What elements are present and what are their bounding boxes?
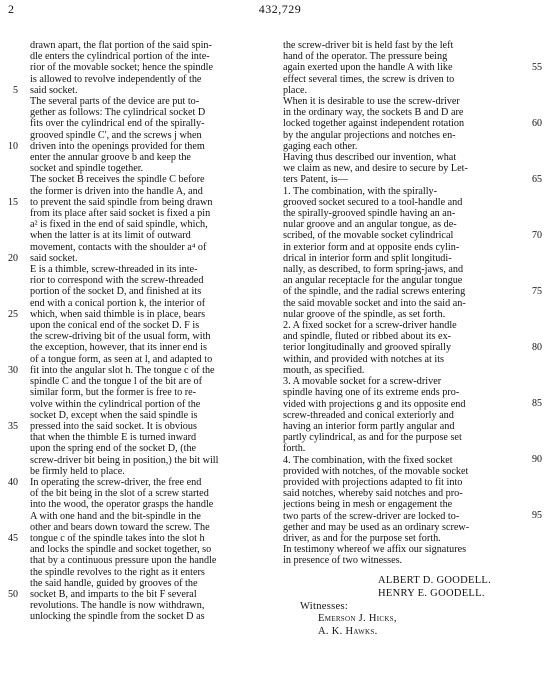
text-line: screw-driver bit being in position,) the bit will	[30, 454, 219, 466]
text-line: we claim as new, and desire to secure by Let-	[283, 163, 468, 175]
text-line: driver, as and for the purpose set forth.	[283, 532, 441, 544]
text-line: locked together against independent rotation	[283, 118, 465, 130]
text-line: pressed into the said socket. It is obvious	[30, 420, 197, 432]
text-line: upon the conical end of the socket D. F is	[30, 320, 200, 332]
text-line: in the ordinary way, the sockets B and D are	[283, 107, 464, 119]
text-line: dle enters the cylindrical portion of the inte-	[30, 51, 210, 63]
text-line: the spirally-grooved spindle having an an-	[283, 208, 456, 220]
text-line: the said movable socket and into the said an-	[283, 297, 466, 309]
text-line: socket and spindle together.	[30, 163, 144, 175]
line-number: 95	[532, 510, 542, 522]
text-line: again exerted upon the handle A with like	[283, 62, 453, 74]
text-line: drical in interior form and split longitudi-	[283, 252, 452, 264]
text-line: that when the thimble E is turned inward	[30, 432, 197, 444]
text-line: effect several times, the screw is driven to	[283, 73, 455, 85]
text-line: having an interior form partly angular and	[283, 420, 455, 432]
line-number: 35	[8, 420, 18, 432]
line-number: 90	[532, 454, 542, 466]
text-line: the screw-driver bit is held fast by the left	[283, 40, 454, 51]
text-line: rior to correspond with the screw-threaded	[30, 275, 204, 287]
text-line: In operating the screw-driver, the free end	[30, 476, 202, 488]
text-line: The socket B receives the spindle C before	[30, 174, 205, 186]
text-line: 4. The combination, with the fixed socket	[283, 454, 453, 466]
line-number: 80	[532, 342, 542, 354]
line-number: 20	[8, 252, 18, 264]
witnesses-label: Witnesses:	[300, 601, 349, 612]
line-number: 70	[532, 230, 542, 242]
text-line: tongue c of the spindle takes into the slot h	[30, 532, 205, 544]
text-line: of a tongue form, as seen at l, and adapted to	[30, 353, 213, 365]
text-line: terior longitudinally and grooved spirally	[283, 342, 452, 354]
text-line: similar form, but the former is free to re-	[30, 387, 197, 399]
text-line: nular groove and an angular tongue, as de-	[283, 219, 457, 231]
text-line: In testimony whereof we affix our signatures	[283, 544, 467, 556]
text-line: two parts of the screw-driver are locked to-	[283, 510, 460, 522]
text-line: enter the annular groove b and keep the	[30, 152, 191, 164]
text-line: the screw-driving bit of the usual form, with	[30, 331, 211, 343]
text-line: unlocking the spindle from the socket D as	[30, 611, 205, 623]
text-line: end with a conical portion k, the interior of	[30, 297, 206, 309]
text-line: scribed, of the movable socket cylindrical	[283, 230, 454, 242]
text-line: place.	[283, 84, 308, 96]
text-line: socket D, except when the said spindle is	[30, 409, 198, 421]
text-line: a² is fixed in the end of said spindle, which,	[30, 219, 208, 231]
text-line: nular groove of the spindle, as set forth.	[283, 308, 446, 320]
text-line: the said handle, guided by grooves of the	[30, 577, 198, 589]
text-line: that by a continuous pressure upon the handle	[30, 555, 217, 567]
text-line: be firmly held to place.	[30, 465, 125, 477]
text-line: screw-threaded and conical exteriorly and	[283, 409, 454, 421]
text-line: grooved socket secured to a tool-handle and	[283, 196, 463, 208]
line-number: 10	[8, 140, 18, 152]
text-line: the exception, however, that its inner end is	[30, 342, 207, 354]
text-line: movement, contacts with the shoulder a⁴ of	[30, 241, 207, 253]
page-number: 2	[8, 2, 14, 16]
text-line: said socket.	[30, 84, 78, 96]
text-line: provided with projections adapted to fit into	[283, 476, 463, 488]
text-line: fits over the cylindrical end of the spirally-	[30, 118, 205, 130]
text-line: from its place after said socket is fixed a pin	[30, 208, 211, 220]
text-line: vided with projections g and its opposite end	[283, 398, 466, 410]
text-line: 3. A movable socket for a screw-driver	[283, 376, 442, 388]
text-line: The several parts of the device are put to-	[30, 96, 200, 108]
text-line: to prevent the said spindle from being drawn	[30, 196, 213, 208]
line-number: 5	[13, 84, 18, 96]
text-line: said socket.	[30, 252, 78, 264]
text-line: of the bit being in the slot of a screw started	[30, 488, 209, 500]
text-line: the spindle revolves to the right as it enters	[30, 566, 205, 578]
witness-signature-2: A. K. Hawks.	[318, 626, 378, 637]
left-text-column	[30, 40, 268, 623]
line-number: 85	[532, 398, 542, 410]
text-line: ters Patent, is—	[283, 174, 348, 186]
inventor-signature-1: ALBERT D. GOODELL.	[378, 575, 492, 586]
witness-signature-1: Emerson J. Hicks,	[318, 613, 397, 624]
text-line: within, and provided with notches at its	[283, 353, 444, 365]
text-line: an angular receptacle for the angular tongue	[283, 275, 463, 287]
line-number: 40	[8, 476, 18, 488]
text-line: volve within the cylindrical portion of the	[30, 398, 201, 410]
inventor-signature-2: HENRY E. GOODELL.	[378, 588, 485, 599]
patent-number: 432,729	[258, 2, 302, 16]
text-line: jections being in mesh or engagement the	[283, 499, 453, 511]
text-line: of the spindle, and the radial screws entering	[283, 286, 466, 298]
text-line: portion of the socket D, and finished at its	[30, 286, 202, 298]
text-line: forth.	[283, 443, 306, 455]
right-text-column	[283, 40, 521, 567]
text-line: gether and may be used as an ordinary screw-	[283, 521, 470, 533]
text-line: Having thus described our invention, what	[283, 152, 457, 164]
text-line: fit into the angular slot h. The tongue c of the	[30, 364, 215, 376]
text-line: in exterior form and at opposite ends cylin-	[283, 241, 460, 253]
line-number: 60	[532, 118, 542, 130]
text-line: partly cylindrical, as and for the purpose set	[283, 432, 462, 444]
text-line: other and bears down toward the screw. The	[30, 521, 210, 533]
text-line: E is a thimble, screw-threaded in its inte-	[30, 264, 198, 276]
line-number: 50	[8, 588, 18, 600]
text-line: upon the spring end of the socket D, (the	[30, 443, 197, 455]
text-line: 1. The combination, with the spirally-	[283, 185, 438, 197]
text-line: When it is desirable to use the screw-driver	[283, 96, 460, 108]
text-line: rior of the movable socket; hence the spindle	[30, 62, 214, 74]
line-number: 65	[532, 174, 542, 186]
line-number: 55	[532, 62, 542, 74]
text-line: 2. A fixed socket for a screw-driver handle	[283, 320, 457, 332]
text-line: grooved spindle C', and the screws j when	[30, 129, 202, 141]
line-number: 15	[8, 196, 18, 208]
line-number: 45	[8, 532, 18, 544]
text-line: mouth, as specified.	[283, 364, 365, 376]
text-line: nally, as described, to form spring-jaws, and	[283, 264, 464, 276]
text-line: in presence of two witnesses.	[283, 555, 403, 567]
text-line: and spindle, fluted or ribbed about its ex-	[283, 331, 452, 343]
text-line: spindle C and the tongue l of the bit are of	[30, 376, 203, 388]
text-line: when the latter is at its limit of outward	[30, 230, 191, 242]
line-number: 30	[8, 364, 18, 376]
text-line: by the angular projections and notches en-	[283, 129, 456, 141]
text-line: which, when said thimble is in place, bears	[30, 308, 206, 320]
text-line: said notches, whereby said notches and pro-	[283, 488, 463, 500]
line-number: 75	[532, 286, 542, 298]
text-line: into the wood, the operator grasps the handle	[30, 499, 214, 511]
text-line: spindle having one of its extreme ends pro-	[283, 387, 460, 399]
text-line: gaging each other.	[283, 140, 358, 152]
text-line: drawn apart, the flat portion of the said spin-	[30, 40, 212, 51]
text-line: driven into the openings provided for them	[30, 140, 205, 152]
text-line: gether as follows: The cylindrical socket D	[30, 107, 206, 119]
text-line: hand of the operator. The pressure being	[283, 51, 448, 63]
text-line: is allowed to revolve independently of the	[30, 73, 202, 85]
text-line: A with one hand and the bit-spindle in the	[30, 510, 201, 522]
text-line: socket B, and imparts to the bit F several	[30, 588, 197, 600]
text-line: the former is driven into the handle A, and	[30, 185, 203, 197]
line-number: 25	[8, 308, 18, 320]
text-line: provided with notches, of the movable socket	[283, 465, 469, 477]
text-line: and locks the spindle and socket together, so	[30, 544, 212, 556]
text-line: revolutions. The handle is now withdrawn,	[30, 600, 205, 612]
